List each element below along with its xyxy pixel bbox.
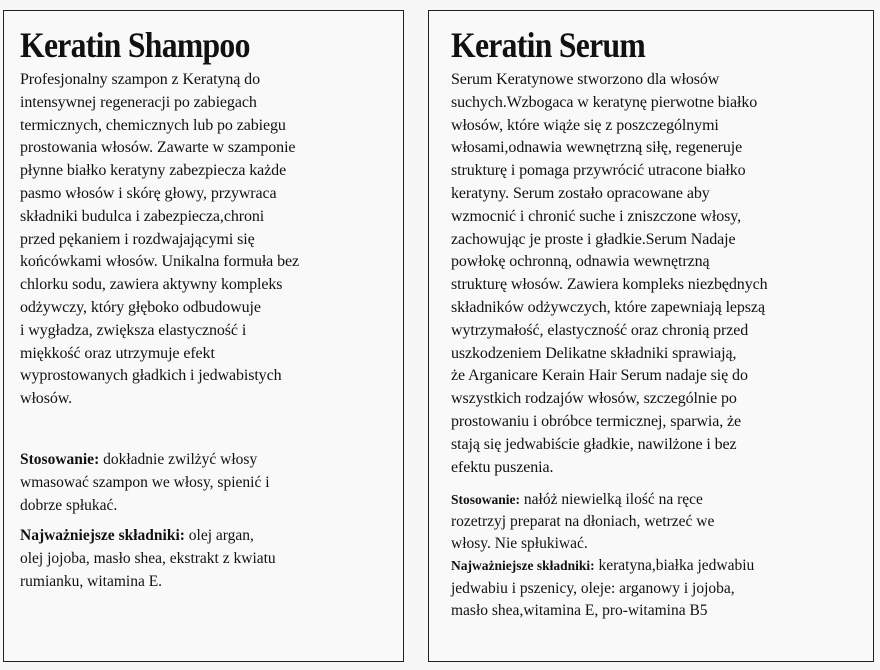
serum-description: Serum Keratynowe stworzono dla włosów suchych.Wzbogaca w keratynę pierwotne białko włosów, które wiąże się z poszczególnymi włosami,odnawia wewnętrzną siłę, regeneruje strukturę i pomaga przywrócić utracone białko keratyny. Serum zostało opracowane aby wzmocnić i chronić suche i zniszczone włosy, zachowując je proste i gładkie.Serum Nadaje powłokę ochronną, odnawia wewnętrzną strukturę włosów. Zawiera kompleks niezbędnych składników odżywczych, które zapewniają lepszą wytrzymałość, elastyczność oraz chronią przed uszkodzeniem Delikatne składniki sprawiają, że Arganicare Kerain Hair Serum nadaje się do wszystkich rodzajów włosów, szczególnie po prostowaniu i obróbce termicznej, sparwia, że stają się jedwabiście gładkie, nawilżone i bez efektu puszenia.	[451, 71, 768, 476]
serum-ingredients-text: keratyna,białka jedwabiu jedwabiu i pszenicy, oleje: arganowy i jojoba, masło shea,witamina E, pro-witamina B5	[451, 557, 755, 620]
shampoo-title: Keratin Shampoo	[20, 25, 250, 65]
shampoo-ingredients	[20, 525, 393, 593]
shampoo-ingredients-text: olej argan, olej jojoba, masło shea, ekstrakt z kwiatu rumianku, witamina E.	[20, 527, 276, 590]
serum-panel	[428, 10, 874, 662]
serum-usage	[451, 489, 863, 555]
shampoo-ingredients-label: Najważniejsze składniki:	[20, 527, 185, 545]
shampoo-usage-label: Stosowanie:	[20, 450, 100, 468]
serum-usage-text: nałóż niewielką ilość na ręce rozetrzyj preparat na dłoniach, wetrzeć we włosy. Nie spłukiwać.	[451, 491, 715, 553]
shampoo-panel	[3, 10, 404, 662]
serum-ingredients	[451, 555, 863, 623]
serum-title: Keratin Serum	[451, 25, 646, 65]
shampoo-usage-text: dokładnie zwilżyć włosy wmasować szampon we włosy, spienić i dobrze spłukać.	[20, 450, 270, 514]
serum-usage-label: Stosowanie:	[451, 492, 521, 508]
serum-ingredients-label: Najważniejsze składniki:	[451, 558, 595, 574]
shampoo-usage	[20, 449, 393, 517]
shampoo-description: Profesjonalny szampon z Keratyną do intensywnej regeneracji po zabiegach termicznych, chemicznych lub po zabiegu prostowania włosów. Zawarte w szamponie płynne białko keratyny zabezpiecza każde pasmo włosów i skórę głowy, przywraca składniki budulca i zabezpiecza,chroni przed pękaniem i rozdwajającymi się końcówkami włosów. Unikalna formuła bez chlorku sodu, zawiera aktywny kompleks odżywczy, który głęboko odbudowuje i wygładza, zwiększa elastyczność i miękkość oraz utrzymuje efekt wyprostowanych gładkich i jedwabistych włosów.	[20, 71, 299, 408]
